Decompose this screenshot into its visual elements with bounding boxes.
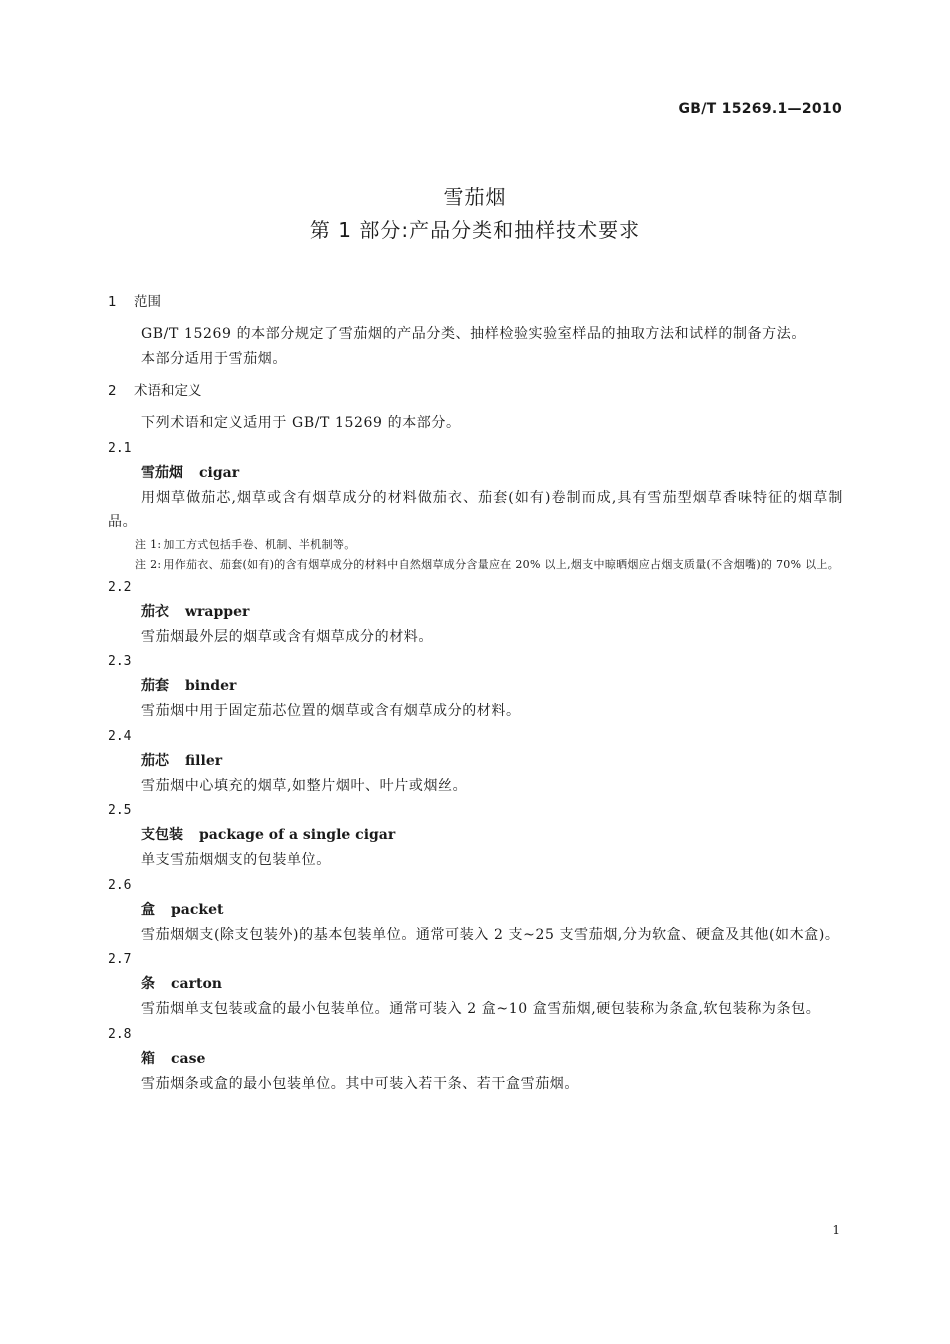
term-en: packet bbox=[171, 901, 224, 918]
term-heading bbox=[108, 823, 843, 848]
term-zh: 茄衣 bbox=[141, 603, 169, 620]
term-zh: 雪茄烟 bbox=[141, 464, 183, 481]
term-definition: 单支雪茄烟烟支的包装单位。 bbox=[141, 852, 331, 868]
term-definition: 雪茄烟烟支(除支包装外)的基本包装单位。通常可装入 2 支~25 支雪茄烟,分为软盒、硬盒及其他(如木盒)。 bbox=[141, 926, 840, 943]
term-number: 2.1 bbox=[108, 440, 132, 456]
term-definition: 雪茄烟中用于固定茄芯位置的烟草或含有烟草成分的材料。 bbox=[141, 703, 521, 719]
term-zh: 盒 bbox=[141, 901, 155, 918]
term-heading bbox=[108, 1047, 843, 1072]
term-en: binder bbox=[185, 678, 237, 694]
scope-applicability: 本部分适用于雪茄烟。 bbox=[141, 350, 287, 367]
term-en: filler bbox=[185, 752, 223, 769]
note-label: 注 2: bbox=[135, 557, 162, 571]
term-definition: 雪茄烟条或盒的最小包装单位。其中可装入若干条、若干盒雪茄烟。 bbox=[141, 1075, 579, 1092]
note-text: 用作茄衣、茄套(如有)的含有烟草成分的材料中自然烟草成分含量应在 20% 以上,烟支中晾晒烟应占烟支质量(不含烟嘴)的 70% 以上。 bbox=[163, 557, 840, 571]
term-heading bbox=[108, 898, 843, 923]
term-number: 2.5 bbox=[108, 803, 132, 818]
document-title bbox=[0, 183, 950, 244]
term-zh: 条 bbox=[141, 976, 155, 992]
term-zh: 茄套 bbox=[141, 678, 169, 694]
terms-intro: 下列术语和定义适用于 GB/T 15269 的本部分。 bbox=[141, 415, 461, 431]
document-body bbox=[108, 292, 843, 1096]
term-en: wrapper bbox=[185, 603, 250, 620]
page-number: 1 bbox=[832, 1223, 840, 1237]
term-note-2 bbox=[108, 555, 843, 575]
title-line-1: 雪茄烟 bbox=[443, 185, 507, 209]
term-heading bbox=[108, 600, 843, 625]
term-definition: 雪茄烟单支包装或盒的最小包装单位。通常可装入 2 盒~10 盒雪茄烟,硬包装称为条盒,软包装称为条包。 bbox=[141, 1001, 821, 1017]
term-number: 2.7 bbox=[108, 952, 132, 967]
term-heading bbox=[108, 674, 843, 699]
term-definition: 用烟草做茄芯,烟草或含有烟草成分的材料做茄衣、茄套(如有)卷制而成,具有雪茄型烟草香味特征的烟草制品。 bbox=[108, 489, 843, 530]
term-heading bbox=[108, 461, 843, 486]
section-title: 术语和定义 bbox=[134, 383, 202, 399]
term-en: cigar bbox=[199, 464, 240, 481]
section-number: 1 bbox=[108, 294, 117, 310]
scope-paragraph: GB/T 15269 的本部分规定了雪茄烟的产品分类、抽样检验实验室样品的抽取方法和试样的制备方法。 bbox=[141, 326, 806, 342]
section-title: 范围 bbox=[134, 294, 161, 310]
term-en: carton bbox=[171, 976, 222, 992]
term-zh: 茄芯 bbox=[141, 752, 169, 769]
term-en: package of a single cigar bbox=[199, 827, 396, 843]
term-number: 2.2 bbox=[108, 579, 132, 595]
term-en: case bbox=[171, 1050, 206, 1067]
note-text: 加工方式包括手卷、机制、半机制等。 bbox=[163, 537, 356, 551]
note-label: 注 1: bbox=[135, 537, 162, 551]
term-zh: 支包装 bbox=[141, 827, 183, 843]
term-number: 2.4 bbox=[108, 728, 132, 744]
term-number: 2.8 bbox=[108, 1026, 132, 1042]
term-zh: 箱 bbox=[141, 1050, 155, 1067]
section-1-heading bbox=[108, 292, 843, 312]
title-line-2: 第 1 部分:产品分类和抽样技术要求 bbox=[309, 218, 641, 242]
section-number: 2 bbox=[108, 383, 117, 399]
term-heading bbox=[108, 972, 843, 997]
term-number: 2.3 bbox=[108, 654, 132, 669]
term-number: 2.6 bbox=[108, 877, 132, 893]
term-heading bbox=[108, 749, 843, 774]
standard-code: GB/T 15269.1—2010 bbox=[678, 101, 842, 117]
term-note-1 bbox=[108, 535, 843, 555]
section-2-heading bbox=[108, 381, 843, 401]
term-definition: 雪茄烟中心填充的烟草,如整片烟叶、叶片或烟丝。 bbox=[141, 777, 468, 794]
term-definition: 雪茄烟最外层的烟草或含有烟草成分的材料。 bbox=[141, 628, 433, 645]
